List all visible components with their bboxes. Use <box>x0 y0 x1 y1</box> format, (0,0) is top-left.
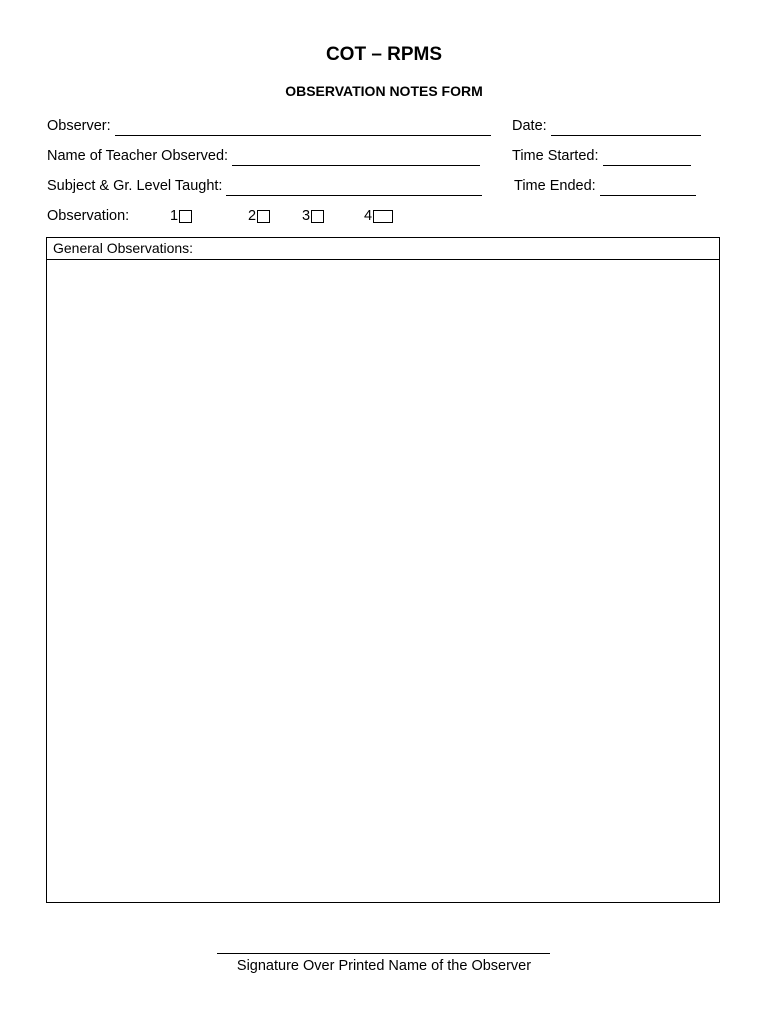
date-blank-line[interactable] <box>551 120 701 136</box>
time-started-field[interactable] <box>512 146 691 166</box>
time-started-label: Time Started: <box>512 148 599 164</box>
observer-blank-line[interactable] <box>115 120 491 136</box>
general-observations-header: General Observations: <box>47 238 719 260</box>
subject-field[interactable] <box>47 176 482 196</box>
observation-checkbox-3[interactable] <box>311 210 324 223</box>
general-observations-box <box>46 237 720 903</box>
observer-label: Observer: <box>47 118 111 134</box>
teacher-row <box>47 146 727 166</box>
form-title: COT – RPMS <box>325 44 443 65</box>
observation-option-1-label: 1 <box>170 208 179 224</box>
teacher-blank-line[interactable] <box>232 150 480 166</box>
time-started-blank-line[interactable] <box>603 150 691 166</box>
observation-option-3[interactable] <box>302 206 324 226</box>
observation-option-4-label: 4 <box>364 208 373 224</box>
time-ended-label: Time Ended: <box>514 178 596 194</box>
observation-row <box>47 206 727 226</box>
observer-field[interactable] <box>47 116 491 136</box>
observation-checkbox-4[interactable] <box>373 210 393 223</box>
subject-label: Subject & Gr. Level Taught: <box>47 178 223 194</box>
observation-option-4[interactable] <box>364 206 393 226</box>
time-ended-blank-line[interactable] <box>600 180 696 196</box>
observation-option-1[interactable] <box>170 206 192 226</box>
subject-row <box>47 176 727 196</box>
observation-option-3-label: 3 <box>302 208 311 224</box>
teacher-label: Name of Teacher Observed: <box>47 148 229 164</box>
observation-label: Observation: <box>47 208 130 224</box>
observation-option-2-label: 2 <box>248 208 257 224</box>
observation-checkbox-2[interactable] <box>257 210 270 223</box>
general-observations-area[interactable] <box>47 260 719 903</box>
observation-checkbox-1[interactable] <box>179 210 192 223</box>
form-subtitle: OBSERVATION NOTES FORM <box>285 83 483 99</box>
time-ended-field[interactable] <box>514 176 696 196</box>
observer-row <box>47 116 727 136</box>
observation-option-2[interactable] <box>248 206 270 226</box>
signature-line[interactable] <box>217 953 550 954</box>
teacher-field[interactable] <box>47 146 480 166</box>
signature-label: Signature Over Printed Name of the Observer <box>236 958 532 974</box>
subject-blank-line[interactable] <box>226 180 482 196</box>
date-label: Date: <box>512 118 547 134</box>
date-field[interactable] <box>512 116 701 136</box>
